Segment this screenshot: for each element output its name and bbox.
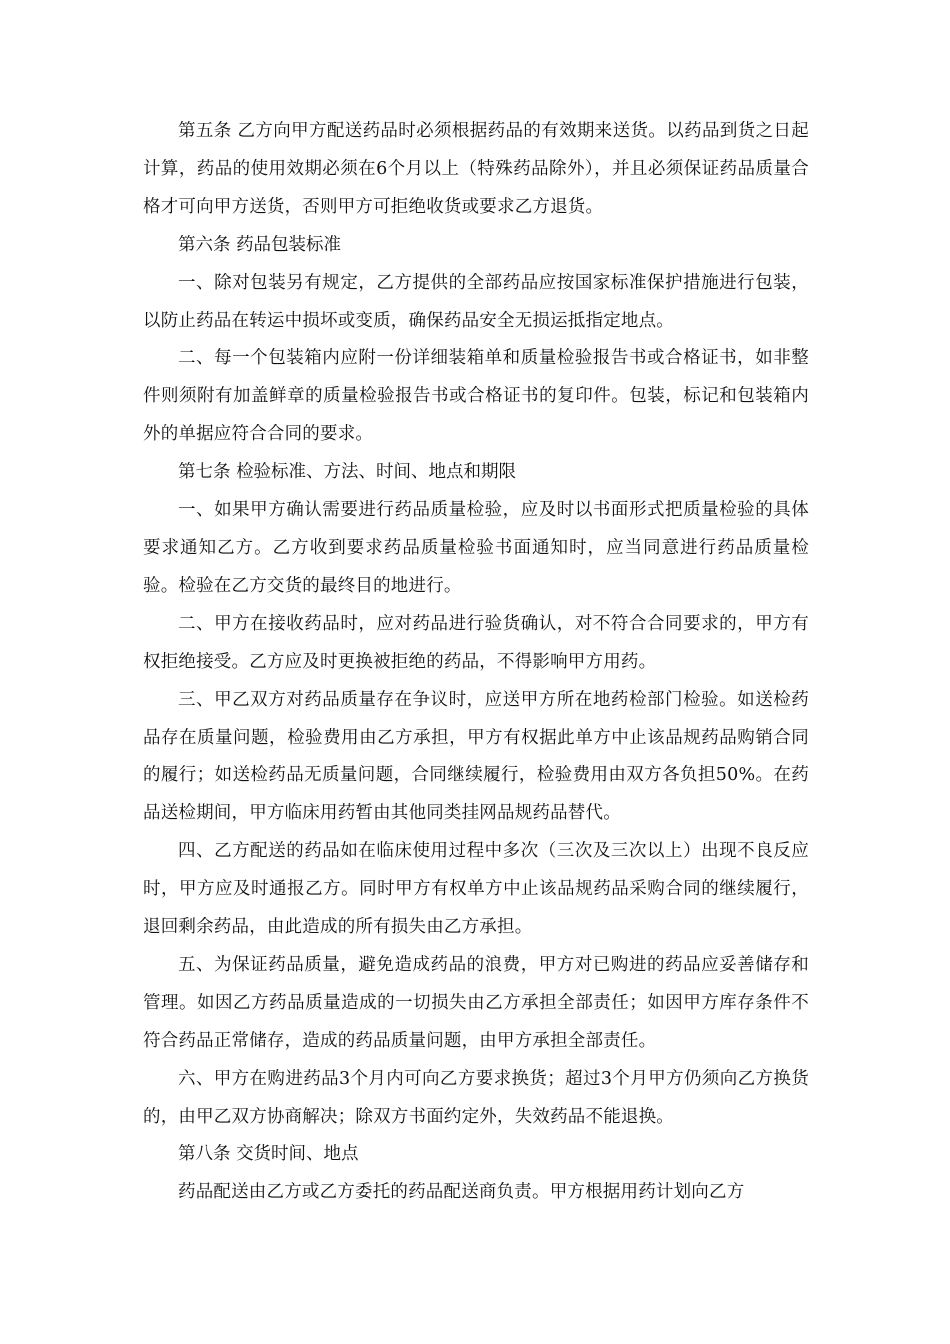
document-page [143, 113, 809, 1212]
article-7-clause-1: 一、如果甲方确认需要进行药品质量检验，应及时以书面形式把质量检验的具体要求通知乙方。乙方收到要求药品质量检验书面通知时，应当同意进行药品质量检验。检验在乙方交货的最终目的地进行。 [143, 500, 809, 596]
article-7-clause-6: 六、甲方在购进药品3个月内可向乙方要求换货；超过3个月甲方仍须向乙方换货的，由甲乙双方协商解决；除双方书面约定外，失效药品不能退换。 [143, 1068, 809, 1127]
article-6-clause-2: 二、每一个包装箱内应附一份详细装箱单和质量检验报告书或合格证书，如非整件则须附有加盖鲜章的质量检验报告书或合格证书的复印件。包装，标记和包装箱内外的单据应符合合同的要求。 [143, 348, 809, 445]
article-6-clause-1: 一、除对包装另有规定，乙方提供的全部药品应按国家标准保护措施进行包装，以防止药品在转运中损坏或变质，确保药品安全无损运抵指定地点。 [143, 272, 809, 331]
article-7-clause-4: 四、乙方配送的药品如在临床使用过程中多次（三次及三次以上）出现不良反应时，甲方应及时通报乙方。同时甲方有权单方中止该品规药品采购合同的继续履行，退回剩余药品，由此造成的所有损失由乙方承担。 [143, 841, 809, 938]
article-6-heading: 第六条 药品包装标准 [178, 234, 342, 255]
article-5-paragraph: 第五条 乙方向甲方配送药品时必须根据药品的有效期来送货。以药品到货之日起计算，药品的使用效期必须在6个月以上（特殊药品除外），并且必须保证药品质量合格才可向甲方送货，否则甲方可拒绝收货或要求乙方退货。 [143, 121, 809, 217]
article-7-clause-5: 五、为保证药品质量，避免造成药品的浪费，甲方对已购进的药品应妥善储存和管理。如因乙方药品质量造成的一切损失由乙方承担全部责任；如因甲方库存条件不符合药品正常储存，造成的药品质量问题，由甲方承担全部责任。 [143, 954, 809, 1051]
article-7-clause-2: 二、甲方在接收药品时，应对药品进行验货确认，对不符合合同要求的，甲方有权拒绝接受。乙方应及时更换被拒绝的药品，不得影响甲方用药。 [143, 613, 809, 672]
article-8-paragraph: 药品配送由乙方或乙方委托的药品配送商负责。甲方根据用药计划向乙方 [178, 1182, 745, 1203]
article-7-heading: 第七条 检验标准、方法、时间、地点和期限 [178, 462, 517, 483]
article-7-clause-3: 三、甲乙双方对药品质量存在争议时，应送甲方所在地药检部门检验。如送检药品存在质量问题，检验费用由乙方承担，甲方有权据此单方中止该品规药品购销合同的履行；如送检药品无质量问题，合同继续履行，检验费用由双方各负担50%。在药品送检期间，甲方临床用药暂由其他同类挂网品规药品替代。 [143, 689, 809, 824]
article-8-heading: 第八条 交货时间、地点 [178, 1144, 359, 1165]
